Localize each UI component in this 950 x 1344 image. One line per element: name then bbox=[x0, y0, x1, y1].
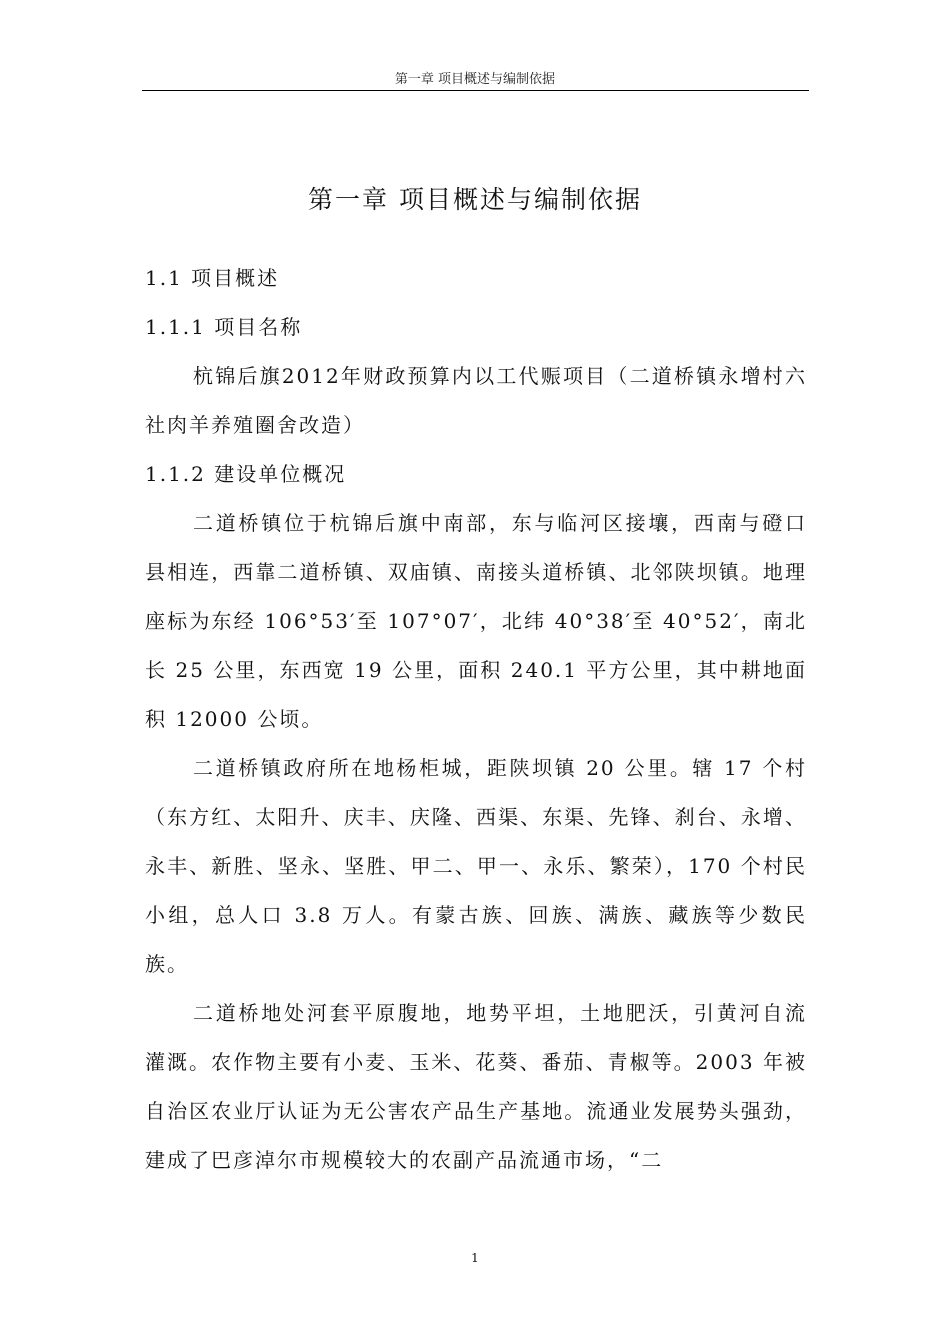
body-paragraph: 二道桥地处河套平原腹地，地势平坦，土地肥沃，引黄河自流灌溉。农作物主要有小麦、玉米、花葵、番茄、青椒等。2003 年被自治区农业厅认证为无公害农产品生产基地。流通业发展势头强劲，建成了巴彦淖尔市规模较大的农副产品流通市场，“二 bbox=[145, 1001, 807, 1172]
header-rule bbox=[142, 90, 809, 91]
section-heading-1-1: 1.1 项目概述 bbox=[145, 266, 280, 290]
page-number: 1 bbox=[471, 1251, 479, 1265]
chapter-title: 第一章 项目概述与编制依据 bbox=[308, 185, 642, 214]
section-heading-1-1-1: 1.1.1 项目名称 bbox=[145, 315, 303, 339]
project-name-paragraph: 杭锦后旗2012年财政预算内以工代赈项目（二道桥镇永增村六社肉羊养殖圈舍改造） bbox=[145, 364, 807, 437]
body-paragraph: 二道桥镇位于杭锦后旗中南部，东与临河区接壤，西南与磴口县相连，西靠二道桥镇、双庙镇、南接头道桥镇、北邻陕坝镇。地理座标为东经 106°53′至 107°07′，北纬 40°38′至 40°52′，南北长 25 公里，东西宽 19 公里，面积 240.1 平方公里，其中耕地面积 12000 公顷。 bbox=[145, 511, 807, 731]
running-header: 第一章 项目概述与编制依据 bbox=[394, 72, 556, 87]
document-body bbox=[145, 254, 807, 1185]
section-heading-1-1-2: 1.1.2 建设单位概况 bbox=[145, 462, 347, 486]
body-paragraph: 二道桥镇政府所在地杨柜城，距陕坝镇 20 公里。辖 17 个村（东方红、太阳升、庆丰、庆隆、西渠、东渠、先锋、刹台、永增、永丰、新胜、坚永、坚胜、甲二、甲一、永乐、繁荣），170 个村民小组，总人口 3.8 万人。有蒙古族、回族、满族、藏族等少数民族。 bbox=[145, 756, 807, 976]
